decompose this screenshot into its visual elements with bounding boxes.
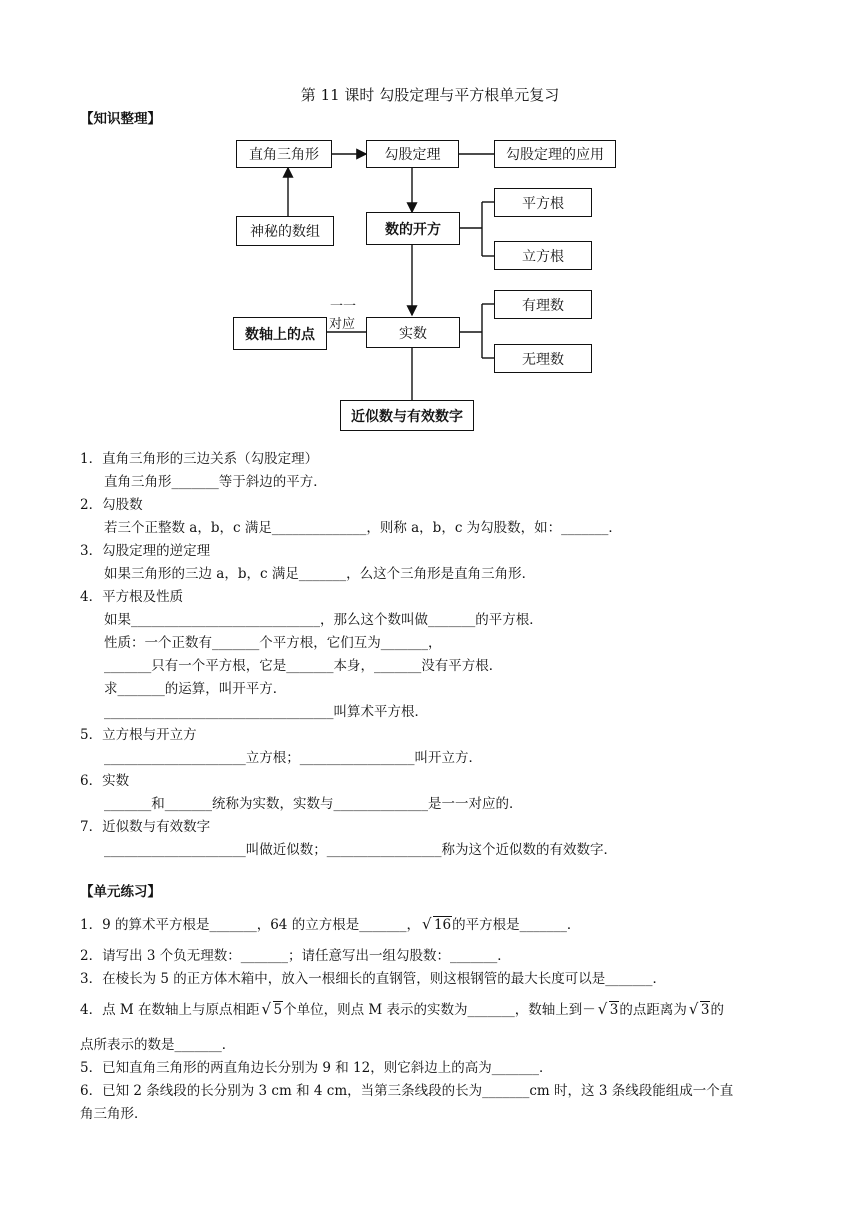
radicand-16: 16 bbox=[433, 917, 452, 933]
item-7-line: _____________________叫做近似数；_________________称为这个近似数的有效数字． bbox=[104, 842, 617, 858]
pythagorean-theorem-box: 勾股定理 bbox=[366, 140, 459, 168]
item-6-line: _______和_______统称为实数，实数与______________是一一对应的． bbox=[104, 796, 523, 812]
q4-text-d: 的 bbox=[710, 1002, 724, 1018]
practice-q4 bbox=[80, 998, 724, 1018]
irrational-numbers-box: 无理数 bbox=[494, 344, 592, 373]
theorem-application-box: 勾股定理的应用 bbox=[494, 140, 616, 168]
one-to-one-label-top: 一一 bbox=[330, 299, 357, 314]
radicand-3-a: 3 bbox=[609, 1002, 619, 1018]
item-4-line-5: __________________________________叫算术平方根． bbox=[104, 704, 428, 720]
q4-text-c: 的点距离为 bbox=[619, 1002, 687, 1018]
radicand-5: 5 bbox=[273, 1002, 283, 1018]
item-1-heading: 1．直角三角形的三边关系（勾股定理） bbox=[80, 451, 319, 467]
practice-q3: 3．在棱长为 5 的正方体木箱中，放入一根细长的直钢管，则这根钢管的最大长度可以是_______． bbox=[80, 971, 667, 987]
item-6-heading: 6．实数 bbox=[80, 773, 130, 789]
item-4-line-1: 如果____________________________，那么这个数叫做_______的平方根． bbox=[104, 612, 543, 628]
practice-q6: 6．已知 2 条线段的长分别为 3 cm 和 4 cm，当第三条线段的长为_______cm 时，这 3 条线段能组成一个直 bbox=[80, 1083, 734, 1099]
item-4-line-2: 性质：一个正数有_______个平方根，它们互为_______， bbox=[104, 635, 442, 651]
q4-text-b: 个单位，则点 M 表示的实数为_______，数轴上到－ bbox=[283, 1002, 596, 1018]
number-line-points-box: 数轴上的点 bbox=[233, 317, 327, 350]
q4-text-a: 4．点 M 在数轴上与原点相距 bbox=[80, 1002, 260, 1018]
practice-q5: 5．已知直角三角形的两直角边长分别为 9 和 12，则它斜边上的高为_______． bbox=[80, 1060, 553, 1076]
knowledge-heading: 【知识整理】 bbox=[80, 111, 161, 127]
practice-q1 bbox=[80, 913, 580, 933]
sqrt-3-b bbox=[689, 1002, 711, 1018]
item-3-heading: 3．勾股定理的逆定理 bbox=[80, 543, 211, 559]
approximation-box: 近似数与有效数字 bbox=[340, 400, 474, 431]
item-4-line-3: _______只有一个平方根，它是_______本身，_______没有平方根． bbox=[104, 658, 503, 674]
sqrt-5 bbox=[262, 1002, 284, 1018]
page-title: 第 11 课时 勾股定理与平方根单元复习 bbox=[300, 86, 560, 104]
item-3-line: 如果三角形的三边 a，b，c 满足_______，么这个三角形是直角三角形． bbox=[104, 566, 536, 582]
practice-q6-cont: 角三角形． bbox=[80, 1106, 148, 1122]
mystery-numbers-box: 神秘的数组 bbox=[236, 216, 334, 246]
sqrt-3-a bbox=[598, 1002, 620, 1018]
one-to-one-label-bottom: 对应 bbox=[329, 317, 356, 332]
practice-q4-cont: 点所表示的数是_______． bbox=[80, 1037, 236, 1053]
real-numbers-box: 实数 bbox=[366, 317, 460, 348]
item-5-line: _____________________立方根；_________________叫开立方． bbox=[104, 750, 482, 766]
right-triangle-box: 直角三角形 bbox=[236, 140, 332, 168]
item-2-heading: 2．勾股数 bbox=[80, 497, 143, 513]
radicand-3-b: 3 bbox=[700, 1002, 710, 1018]
item-2-line: 若三个正整数 a，b，c 满足______________，则称 a，b，c 为勾股数，如：_______． bbox=[104, 520, 622, 536]
item-4-line-4: 求_______的运算，叫开平方． bbox=[104, 681, 287, 697]
item-5-heading: 5．立方根与开立方 bbox=[80, 727, 197, 743]
root-extraction-box: 数的开方 bbox=[366, 212, 460, 245]
sqrt-16 bbox=[422, 917, 452, 933]
practice-heading: 【单元练习】 bbox=[80, 884, 161, 900]
q1-text-b: 的平方根是_______． bbox=[452, 917, 581, 933]
item-7-heading: 7．近似数与有效数字 bbox=[80, 819, 211, 835]
item-4-heading: 4．平方根及性质 bbox=[80, 589, 184, 605]
square-root-box: 平方根 bbox=[494, 188, 592, 217]
practice-q2: 2．请写出 3 个负无理数：_______；请任意写出一组勾股数：_______． bbox=[80, 948, 511, 964]
cube-root-box: 立方根 bbox=[494, 241, 592, 270]
rational-numbers-box: 有理数 bbox=[494, 290, 592, 319]
item-1-line: 直角三角形_______等于斜边的平方． bbox=[104, 474, 327, 490]
q1-text-a: 1．9 的算术平方根是_______，64 的立方根是_______， bbox=[80, 917, 420, 933]
